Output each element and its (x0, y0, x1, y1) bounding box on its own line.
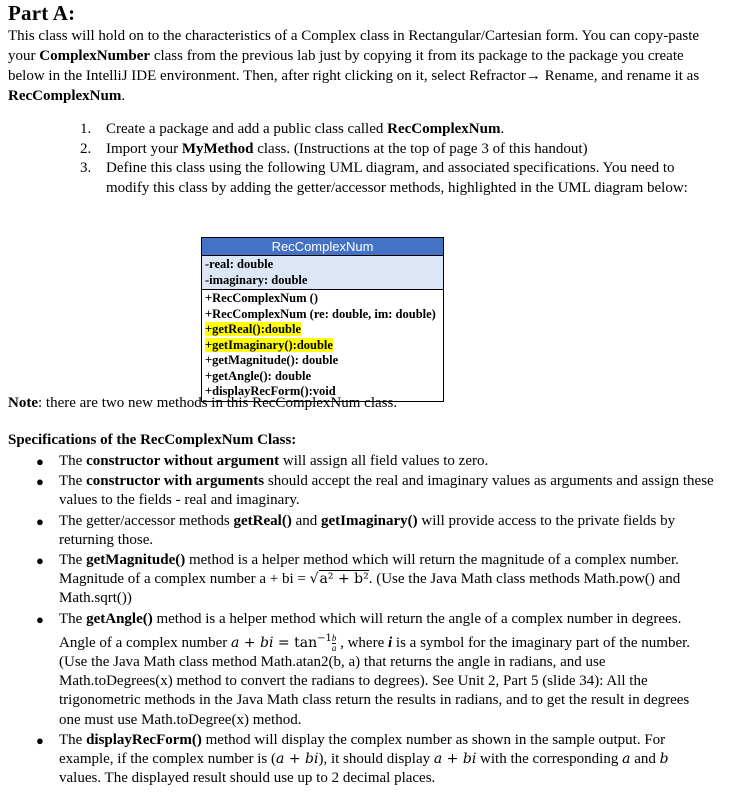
sqrt-sign: √ (309, 571, 319, 588)
spec-item: ● The getMagnitude() method is a helper method which will return the magnitude of a complex number. Magnitude of a complex number a + bi = √a² + b². (Use the Java Math class methods Math.pow() and Math.sqrt()) (36, 552, 681, 607)
spec-item: ● The constructor without argument will assign all field values to zero. (34, 452, 714, 471)
sqrt-radicand: a² + b² (319, 571, 369, 588)
bullet-icon: ● (36, 553, 44, 569)
complexnumber-class-name: ComplexNumber (39, 48, 151, 64)
uml-method: +getMagnitude(): double (205, 353, 339, 367)
uml-fields (202, 256, 443, 290)
spec-title: Specifications of the RecComplexNum Class: (8, 432, 297, 448)
uml-field: -real: double (205, 257, 274, 271)
intro-paragraph: This class will hold on to the characteristics of a Complex class in Rectangular/Cartesian form. You can copy-paste your ComplexNumber class from the previous lab just by copying it from its package to the package you create below in the IntelliJ IDE environment. Then, after right clicking on it, select Refractor→ Rename, and rename it as RecComplexNum. (8, 28, 700, 104)
spec-item: ● The displayRecForm() method will display the complex number as shown in the sample output. For example, if the complex number is (a + bi), it should display a + bi with the corresponding a and b values. The displayed result should use up to 2 decimal places. (36, 731, 669, 787)
spec-item: ● The constructor with arguments should accept the real and imaginary values as arguments and assign these values to the fields - real and imaginary. (36, 473, 714, 509)
uml-method: +RecComplexNum () (205, 291, 319, 305)
uml-method-highlighted: +getReal():double (205, 322, 301, 336)
right-arrow-icon: → (525, 68, 541, 84)
specs-list (34, 452, 714, 789)
steps-list (80, 120, 690, 198)
reccomplexnum-class-name: RecComplexNum (8, 88, 122, 104)
step-2: 2. Import your MyMethod class. (Instructions at the top of page 3 of this handout) (80, 140, 588, 157)
step-3: 3. Define this class using the following UML diagram, and associated specifications. You need to modify this class by adding the getter/accessor methods, highlighted in the UML diagram below: (80, 160, 688, 196)
uml-methods (202, 290, 443, 401)
spec-item: ● The getAngle() method is a helper method which will return the angle of a complex number in degrees. Angle of a complex number a + bi = $\tan^{-1}$ $\frac{b}{a}$ , where i is a symbol for the imaginary part of the number. (Use the Java Math class method Math.atan2(b, a) that returns the angle in radians, and use Math.toDegrees(x) method to convert the radians to degrees). See Unit 2, Part 5 (slide 34): All the trigonometric methods in the Java Math class return the results in radians, and to get the result in degrees one must use Math.toDegree(x) method. (36, 610, 691, 728)
bullet-icon: ● (36, 474, 44, 490)
bullet-icon: ● (36, 732, 44, 748)
bullet-icon: ● (36, 513, 44, 529)
fraction: $\frac{b}{a}$ (331, 632, 337, 653)
note-text: Note: there are two new methods in this RecComplexNum class. (8, 395, 398, 411)
uml-field: -imaginary: double (205, 272, 308, 287)
uml-method: +getAngle(): double (205, 368, 312, 383)
uml-method-highlighted: +getImaginary():double (205, 337, 333, 352)
bullet-icon: ● (36, 611, 44, 627)
spec-item: ● The getter/accessor methods getReal() and getImaginary() will provide access to the private fields by returning those. (36, 512, 676, 548)
part-heading: Part A: (8, 1, 76, 25)
step-1: 1. Create a package and add a public class called RecComplexNum. (80, 121, 505, 137)
angle-expression: a + bi = (231, 634, 295, 651)
uml-diagram (201, 237, 444, 402)
bullet-icon: ● (36, 454, 44, 469)
uml-class-name: RecComplexNum (202, 238, 443, 256)
uml-method: +displayRecForm():void (205, 384, 336, 398)
uml-method: +RecComplexNum (re: double, im: double) (205, 306, 436, 321)
